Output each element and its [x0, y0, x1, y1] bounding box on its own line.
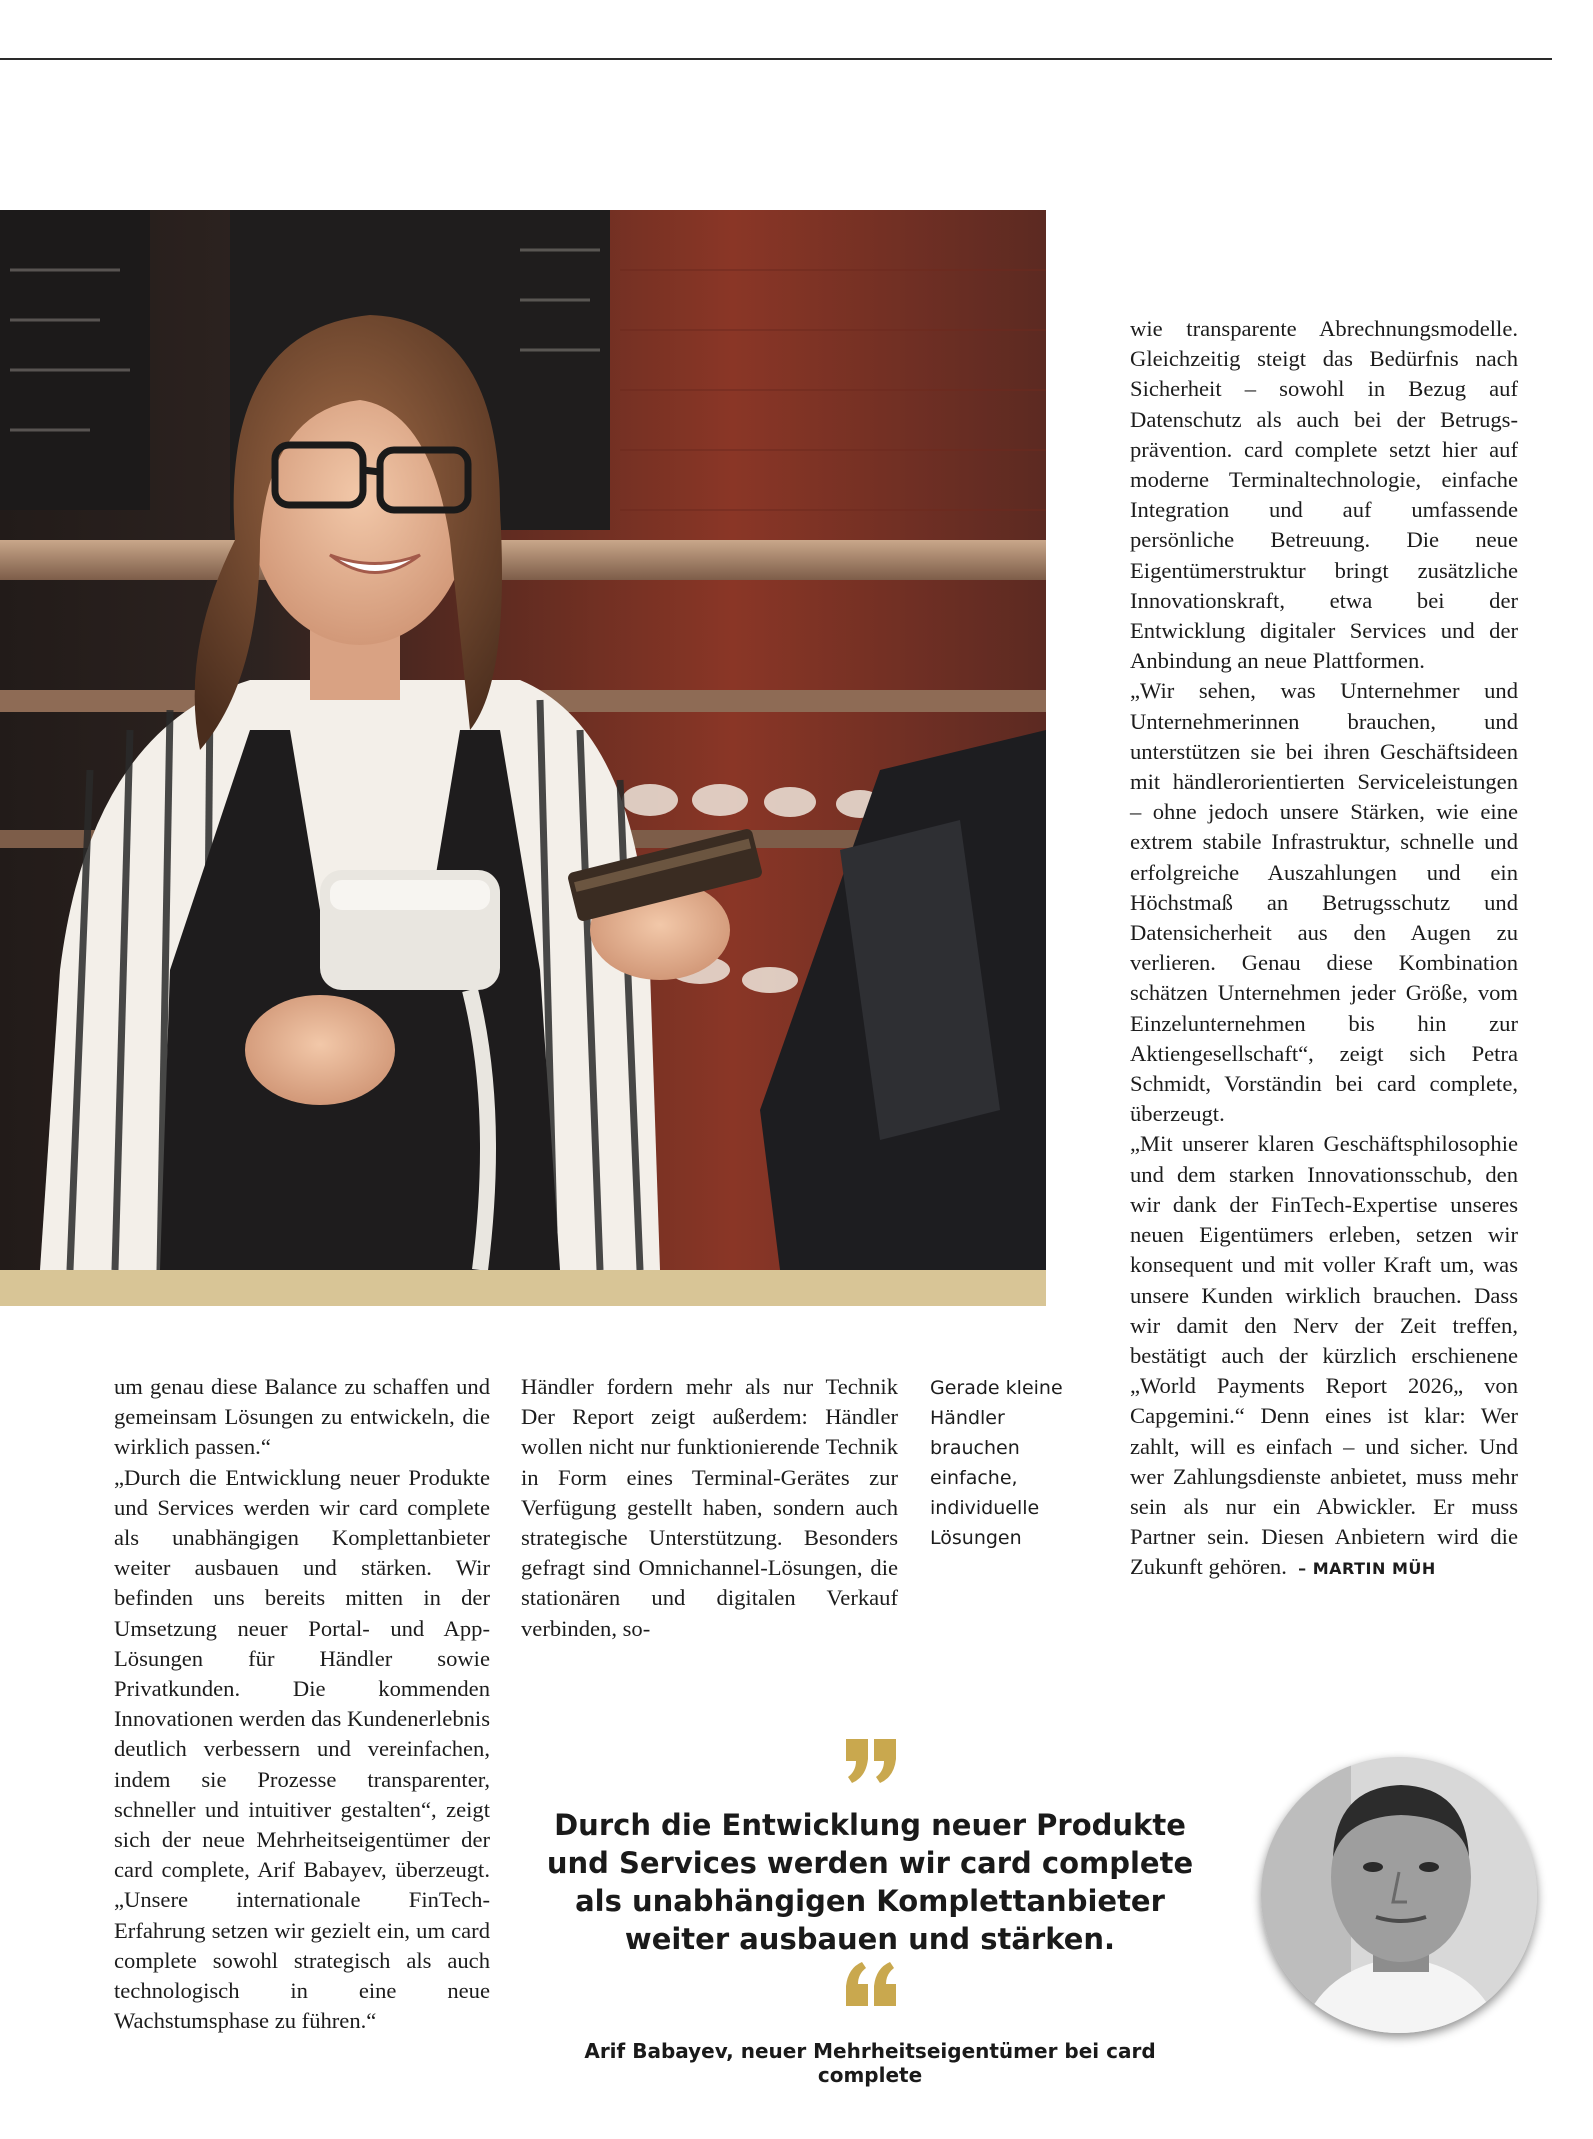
closing-quote-icon — [842, 1737, 902, 1785]
pull-quote-attribution: Arif Babayev, neuer Mehrheitseigentümer bei card complete — [584, 2039, 1156, 2087]
photo-accent-band — [0, 1270, 1046, 1306]
photo-illustration — [0, 210, 1046, 1270]
photo-caption: Gerade kleine Händler brauchen einfache, individuelle Lösungen — [930, 1377, 1063, 1549]
author-byline: – MARTIN MÜH — [1298, 1559, 1436, 1579]
pull-quote-text: Durch die Entwicklung neuer Produkte und Services werden wir card complete als unabhängigen Komplettanbieter weiter ausbauen und stärken. — [546, 1808, 1194, 1956]
article-column-left — [114, 1372, 490, 2036]
opening-quote-icon — [842, 1960, 902, 2008]
portrait-illustration — [1261, 1757, 1537, 2033]
article-paragraph: Händler fordern mehr als nur Technik Der Report zeigt außerdem: Händler wollen nicht nur funktionierende Technik in Form eines Terminal-Gerätes zur Verfügung gestellt haben, sondern auch strategische Unterstützung. Besonders gefragt sind Omnichannel-Lösungen, die stationären und digitalen Verkauf verbinden, so- — [521, 1374, 898, 1641]
article-paragraph: um genau diese Balance zu schaffen und gemeinsam Lösungen zu entwickeln, die wirklich passen.“ — [114, 1374, 490, 1460]
portrait-photo — [1261, 1757, 1537, 2033]
article-paragraph: „Wir sehen, was Unternehmer und Unternehmerinnen brauchen, und unterstützen sie bei ihren Geschäftsideen mit händlerorientierten Serviceleistungen – ohne jedoch unsere Stärken, wie eine extrem stabile Infrastruktur, schnelle und erfolgreiche Auszahlungen und ein Höchstmaß an Betrugsschutz und Datensicherheit aus den Augen zu verlieren. Genau diese Kombination schätzen Unternehmen jeder Größe, vom Einzelunternehmen bis hin zur Aktiengesellschaft“, zeigt sich Petra Schmidt, Vorständin bei card complete, überzeugt. — [1130, 678, 1518, 1127]
article-paragraph: wie transparente Abrechnungsmodelle. Gleichzeitig steigt das Bedürfnis nach Sicherheit – sowohl in Bezug auf Datenschutz als auch bei der Betrugsprävention. card complete setzt hier auf moderne Terminaltechnologie, einfache Integration und auf umfassende persönliche Betreuung. Die neue Eigentümerstruktur bringt zusätzliche Innovationskraft, etwa bei der Entwicklung digitaler Services und der Anbindung an neue Plattformen. — [1130, 316, 1518, 674]
article-photo — [0, 210, 1046, 1270]
article-paragraph: „Durch die Entwicklung neuer Produkte und Services werden wir card complete als unabhängigen Komplettanbieter weiter ausbauen und stärken. Wir befinden uns bereits mitten in der Umsetzung neuer Portal- und App-Lösungen für Händler sowie Privatkunden. Die kommenden Innovationen werden das Kundenerlebnis deutlich verbessern und vereinfachen, indem sie Prozesse transparenter, schneller und intuitiver gestalten“, zeigt sich der neue Mehrheitseigentümer der card complete, Arif Babayev, überzeugt. „Unsere internationale FinTech-Erfahrung setzen wir gezielt ein, um card complete sowohl strategisch als auch technologisch in eine neue Wachstumsphase zu führen.“ — [114, 1464, 490, 2034]
paragraph-text: „Mit unserer klaren Geschäftsphilosophie und dem starken Innovationsschub, den wir dank der FinTech-Expertise unseres neuen Eigentümers erleben, setzen wir konsequent und mit voller Kraft um, was unsere Kunden wirklich brauchen. Dass wir damit den Nerv der Zeit treffen, bestätigt auch der kürzlich erschienene „World Payments Report 2026„ von Capgemini.“ Denn eines ist klar: Wer zahlt, will es einfach – und sicher. Und wer Zahlungsdienste anbietet, muss mehr sein als nur ein Abwickler. Er muss Partner sein. Diesen Anbietern wird die Zukunft gehören. — [1130, 1131, 1518, 1580]
article-column-right — [1130, 314, 1518, 1585]
article-column-middle — [521, 1372, 898, 1644]
article-paragraph — [1130, 1129, 1518, 1584]
top-rule — [0, 58, 1552, 60]
